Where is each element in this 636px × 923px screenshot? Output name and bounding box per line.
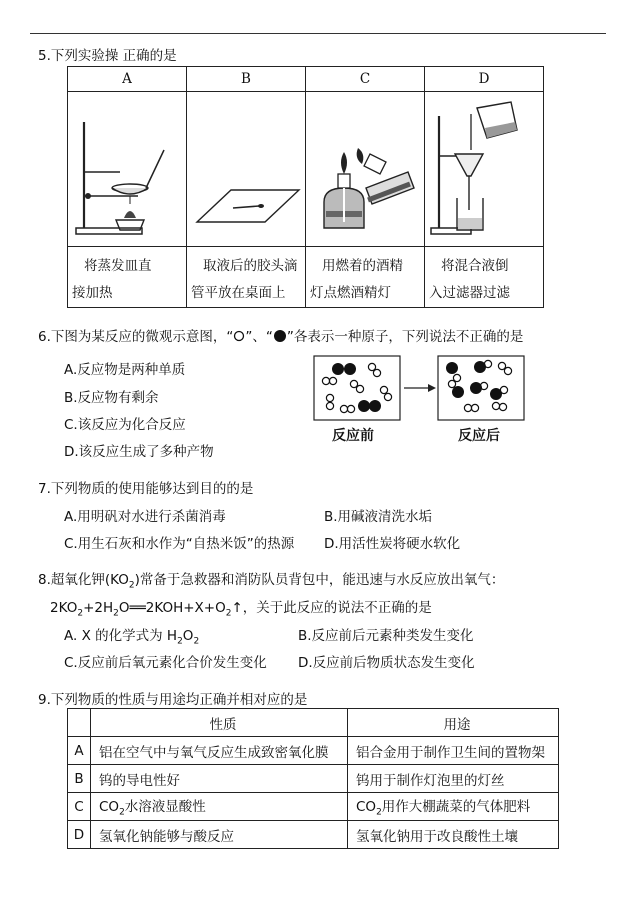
q5-table bbox=[67, 66, 544, 308]
after-label: 反应后 bbox=[458, 428, 500, 444]
q5-text-b bbox=[187, 247, 306, 308]
row-property: 钨的导电性好 bbox=[91, 765, 348, 793]
table-row bbox=[68, 793, 559, 821]
eq-part3: O══2KOH+X+O bbox=[118, 600, 226, 616]
q7-option-b: B.用碱液清洗水垢 bbox=[324, 509, 433, 525]
q5-text-b-line1: 取液后的胶头滴 bbox=[203, 258, 298, 274]
q5-header-a: A bbox=[68, 67, 187, 92]
q6-title-post: ”各表示一种原子，下列说法不正确的是 bbox=[286, 329, 524, 345]
q5-text-c-line1: 用燃着的酒精 bbox=[322, 258, 403, 274]
row-use-part2: 用作大棚蔬菜的气体肥料 bbox=[381, 799, 531, 816]
q8-equation bbox=[50, 596, 432, 619]
row-property-part1: CO bbox=[99, 799, 120, 816]
table-row bbox=[68, 737, 559, 765]
q5-header-d: D bbox=[425, 67, 544, 92]
q5-image-a bbox=[68, 92, 187, 247]
row-key: A bbox=[68, 737, 91, 765]
filled-circle-atom-icon bbox=[273, 329, 287, 343]
q8-option-d: D.反应前后物质状态发生变化 bbox=[298, 655, 475, 671]
q7-title: 7.下列物质的使用能够达到目的的是 bbox=[38, 481, 254, 497]
q8-opt-a-part2: O bbox=[182, 628, 194, 644]
q7-option-d: D.用活性炭将硬水软化 bbox=[324, 536, 461, 552]
q8-title-sub: 2 bbox=[128, 580, 135, 591]
row-property-sub: 2 bbox=[119, 807, 125, 818]
filtration-illustration bbox=[425, 92, 543, 242]
row-property bbox=[91, 793, 348, 821]
q6-option-d: D.该反应生成了多种产物 bbox=[64, 444, 214, 460]
q6-title-mid: ”、“ bbox=[245, 329, 273, 345]
q6-option-b: B.反应物有剩余 bbox=[64, 390, 159, 406]
q8-opt-a-sub2: 2 bbox=[193, 636, 200, 647]
q7-option-a: A.用明矾对水进行杀菌消毒 bbox=[64, 509, 226, 525]
row-use bbox=[348, 793, 559, 821]
q8-opt-a-sub1: 2 bbox=[177, 636, 183, 647]
q5-title: 5.下列实验操 正确的是 bbox=[38, 48, 177, 64]
q5-text-c-line2: 灯点燃酒精灯 bbox=[310, 285, 391, 301]
table-row bbox=[68, 821, 559, 849]
after-particles bbox=[446, 360, 512, 411]
q5-text-c bbox=[306, 247, 425, 308]
row-use-sub: 2 bbox=[376, 807, 382, 818]
q9-header-uses: 用途 bbox=[348, 709, 559, 737]
before-particles bbox=[322, 363, 391, 413]
q8-opt-a-part1: A. X 的化学式为 H bbox=[64, 628, 178, 644]
q5-text-d-line1: 将混合液倒 bbox=[441, 258, 509, 274]
table-row bbox=[68, 765, 559, 793]
q9-table bbox=[67, 708, 559, 849]
row-key: C bbox=[68, 793, 91, 821]
eq-part1: 2KO bbox=[50, 600, 78, 616]
q5-image-b bbox=[187, 92, 306, 247]
q5-text-a bbox=[68, 247, 187, 308]
q5-text-d bbox=[425, 247, 544, 308]
q5-header-b: B bbox=[187, 67, 306, 92]
row-use-part1: CO bbox=[356, 799, 377, 816]
q6-title bbox=[38, 325, 523, 345]
q5-text-a-line1: 将蒸发皿直 bbox=[84, 258, 152, 274]
evaporating-dish-illustration bbox=[68, 92, 186, 242]
q7-option-c: C.用生石灰和水作为“自热米饭”的热源 bbox=[64, 536, 295, 552]
row-property: 铝在空气中与氧气反应生成致密氧化膜 bbox=[91, 737, 348, 765]
q9-header-props: 性质 bbox=[91, 709, 348, 737]
q6-option-c: C.该反应为化合反应 bbox=[64, 417, 186, 433]
reaction-micro-diagram bbox=[312, 350, 532, 446]
q5-image-c bbox=[306, 92, 425, 247]
q8-option-a bbox=[64, 624, 199, 647]
eq-part4: ↑，关于此反应的说法不正确的是 bbox=[231, 600, 432, 616]
q5-image-d bbox=[425, 92, 544, 247]
row-property-part2: 水溶液显酸性 bbox=[124, 799, 206, 816]
row-key: B bbox=[68, 765, 91, 793]
row-property: 氢氧化钠能够与酸反应 bbox=[91, 821, 348, 849]
eq-sub2: 2 bbox=[113, 608, 119, 619]
q5-header-c: C bbox=[306, 67, 425, 92]
q6-title-pre: 6.下图为某反应的微观示意图，“ bbox=[38, 329, 234, 345]
eq-sub3: 2 bbox=[225, 608, 232, 619]
alcohol-lamp-lighting-illustration bbox=[306, 92, 424, 242]
eq-part2: +2H bbox=[83, 600, 114, 616]
q5-text-b-line2: 管平放在桌面上 bbox=[191, 285, 286, 301]
q8-option-c: C.反应前后氧元素化合价发生变化 bbox=[64, 655, 267, 671]
q5-text-a-line2: 接加热 bbox=[72, 285, 113, 301]
row-use: 氢氧化钠用于改良酸性土壤 bbox=[348, 821, 559, 849]
open-circle-atom-icon bbox=[233, 330, 245, 342]
q6-option-a: A.反应物是两种单质 bbox=[64, 362, 186, 378]
row-use: 铝合金用于制作卫生间的置物架 bbox=[348, 737, 559, 765]
q8-title-part2: )常备于急救器和消防队员背包中，能迅速与水反应放出氧气： bbox=[134, 572, 505, 588]
q8-title bbox=[38, 568, 504, 591]
before-label: 反应前 bbox=[332, 428, 374, 444]
eq-sub1: 2 bbox=[77, 608, 84, 619]
dropper-on-table-illustration bbox=[187, 92, 305, 242]
q5-text-d-line2: 入过滤器过滤 bbox=[429, 285, 510, 301]
q9-header-blank bbox=[68, 709, 91, 737]
q8-option-b: B.反应前后元素种类发生变化 bbox=[298, 628, 474, 644]
q9-title: 9.下列物质的性质与用途均正确并相对应的是 bbox=[38, 692, 308, 708]
row-key: D bbox=[68, 821, 91, 849]
row-use: 钨用于制作灯泡里的灯丝 bbox=[348, 765, 559, 793]
q8-title-part1: 8.超氧化钾(KO bbox=[38, 572, 129, 588]
top-rule bbox=[30, 33, 606, 34]
